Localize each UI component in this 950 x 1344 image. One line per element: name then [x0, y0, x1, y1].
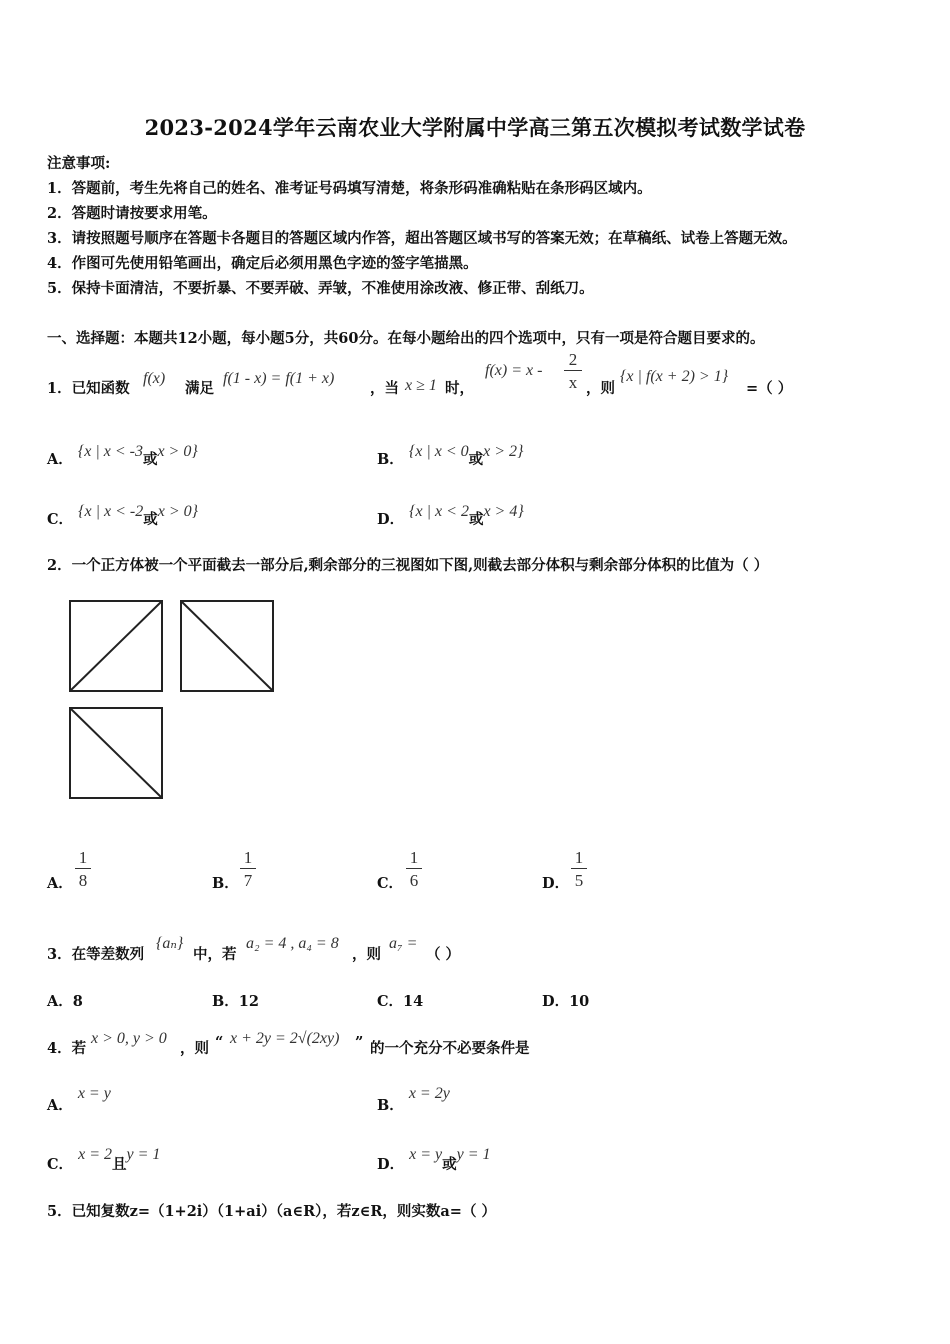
q1-fx: f(x) [143, 370, 166, 387]
fraction-num: 1 [78, 848, 88, 867]
q1-function-def: f(x) = x - [485, 362, 543, 379]
q5-stem: 5．已知复数z=（1+2i）（1+ai）（a∈R），若z∈R，则实数a=（ ） [47, 1203, 496, 1220]
note-item: 2．答题时请按要求用笔。 [47, 205, 217, 222]
option-connector: 或 [143, 511, 158, 528]
option-math: y = 1 [126, 1146, 161, 1163]
option-connector: 或 [142, 451, 158, 468]
option-math: x > 0} [157, 443, 198, 460]
option-label: B． [212, 875, 239, 892]
option-label: A． [47, 875, 73, 892]
q3-condition: a₂ = 4 , a₄ = 8 [246, 935, 339, 952]
q4-option-b[interactable] [377, 1085, 450, 1115]
option-label: B． [377, 1097, 404, 1114]
section-heading: 一、选择题：本题共12小题，每小题5分，共60分。在每小题给出的四个选项中，只有一项是符合题目要求的。 [47, 330, 765, 347]
note-item: 4．作图可先使用铅笔画出，确定后必须用黑色字迹的签字笔描黑。 [47, 255, 478, 272]
fraction-den: 7 [240, 868, 256, 891]
option-label: C． [377, 875, 404, 892]
q2-option-c-fraction [406, 848, 422, 891]
q2-option-a[interactable] [47, 872, 73, 893]
q4-close-quote: ” [355, 1034, 364, 1051]
option-connector: 或 [468, 451, 484, 468]
notes-heading: 注意事项: [47, 155, 111, 172]
fraction-den: 5 [571, 868, 587, 891]
q3-text-2: 中，若 [193, 946, 237, 963]
note-item: 5．保持卡面清洁，不要折暴、不要弄破、弄皱，不准使用涂改液、修正带、刮纸刀。 [47, 280, 594, 297]
q4-text-1: 4．若 [47, 1040, 87, 1057]
q2-option-b[interactable] [212, 872, 239, 893]
option-math: {x | x < 2 [409, 503, 469, 520]
q4-option-c[interactable] [47, 1146, 161, 1174]
q1-text-5: ，则 [586, 380, 615, 397]
q3-text-4: （ ） [426, 946, 461, 963]
q2-option-c[interactable] [377, 872, 403, 893]
option-math: x = 2 [78, 1146, 113, 1163]
q1-set: {x | f(x + 2) > 1} [620, 368, 729, 385]
q3-option-d[interactable]: D．10 [542, 993, 590, 1010]
q1-option-c[interactable] [47, 503, 199, 529]
option-connector: 且 [112, 1156, 127, 1173]
option-math: x = y [409, 1146, 443, 1163]
note-item: 1．答题前，考生先将自己的姓名、准考证号码填写清楚，将条形码准确粘贴在条形码区域内。 [47, 180, 652, 197]
fraction-num: 1 [409, 848, 419, 867]
option-label: C． [47, 511, 74, 528]
option-label: D． [377, 1156, 405, 1173]
option-math: x = 2y [408, 1085, 450, 1102]
q4-option-a[interactable] [47, 1085, 111, 1115]
option-math: x > 4} [483, 503, 524, 520]
option-math: {x | x < -3 [77, 443, 143, 460]
q1-text-3: ，当 [370, 380, 399, 397]
three-view-figure [60, 590, 290, 810]
q2-option-b-fraction [240, 848, 256, 891]
q4-condition: x > 0, y > 0 [91, 1030, 167, 1047]
q1-option-b[interactable] [377, 443, 524, 469]
option-label: C． [47, 1156, 74, 1173]
q1-text-2: 满足 [185, 380, 214, 397]
option-math: y = 1 [456, 1146, 491, 1163]
q1-fraction [564, 350, 582, 393]
q1-text-1: 1．已知函数 [47, 380, 130, 397]
fraction-den: 8 [75, 868, 91, 891]
option-connector: 或 [468, 511, 484, 528]
top-view [70, 708, 162, 798]
q4-text-3: 的一个充分不必要条件是 [370, 1040, 530, 1057]
option-math: x > 2} [483, 443, 524, 460]
q1-condition: f(1 - x) = f(1 + x) [223, 370, 335, 387]
fraction-num: 1 [243, 848, 253, 867]
fraction-num: 1 [574, 848, 584, 867]
q3-text-3: ，则 [352, 946, 381, 963]
option-label: B． [377, 451, 404, 468]
q2-option-d-fraction [571, 848, 587, 891]
q2-option-a-fraction [75, 848, 91, 891]
side-view [181, 601, 273, 691]
q1-condition-2: x ≥ 1 [405, 377, 437, 394]
option-label: D． [542, 875, 570, 892]
page-title: 2023-2024学年云南农业大学附属中学高三第五次模拟考试数学试卷 [144, 115, 806, 140]
option-math: {x | x < -2 [78, 503, 144, 520]
option-connector: 或 [442, 1156, 457, 1173]
q4-option-d[interactable] [377, 1146, 491, 1174]
option-math: {x | x < 0 [408, 443, 469, 460]
front-view [70, 601, 162, 691]
q2-stem: 2．一个正方体被一个平面截去一部分后,剩余部分的三视图如下图,则截去部分体积与剩余部分体积的比值为（ ） [47, 557, 769, 574]
q3-ask: a₇ = [389, 935, 418, 952]
q1-option-d[interactable] [377, 503, 524, 529]
q3-option-c[interactable]: C．14 [377, 993, 424, 1010]
option-math: x > 0} [157, 503, 199, 520]
option-math: x = y [77, 1085, 111, 1102]
q3-option-b[interactable]: B．12 [212, 993, 259, 1010]
option-label: A． [47, 1097, 73, 1114]
q1-fraction-num: 2 [568, 350, 578, 369]
q2-option-d[interactable] [542, 872, 569, 893]
q1-option-a[interactable] [47, 443, 198, 469]
q4-equation: x + 2y = 2√(2xy) [230, 1030, 340, 1047]
q3-text-1: 3．在等差数列 [47, 946, 145, 963]
option-label: D． [377, 511, 405, 528]
q4-open-quote: “ [215, 1034, 224, 1051]
note-item: 3．请按照题号顺序在答题卡各题目的答题区域内作答，超出答题区域书写的答案无效；在草稿纸、试卷上答题无效。 [47, 230, 797, 247]
q1-text-4: 时， [445, 380, 474, 397]
option-label: A． [47, 451, 73, 468]
fraction-den: 6 [406, 868, 422, 891]
q3-option-a[interactable]: A．8 [47, 993, 83, 1010]
q1-fraction-den: x [564, 370, 582, 393]
q1-text-6: =（ ） [746, 380, 793, 397]
q3-sequence: {aₙ} [156, 935, 184, 952]
q4-text-2: ，则 [180, 1040, 209, 1057]
